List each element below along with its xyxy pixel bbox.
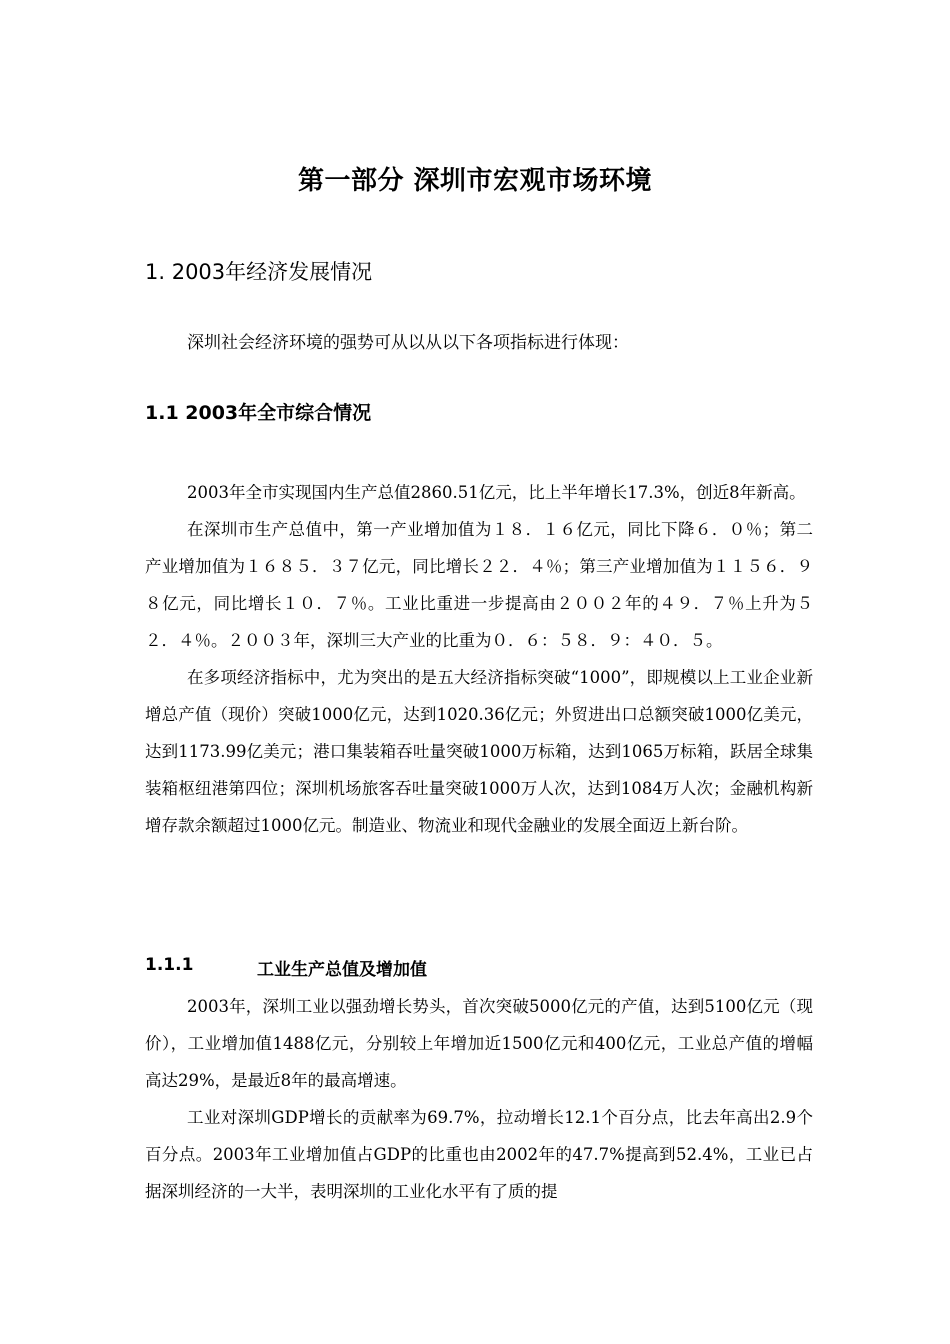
section-number: 1.1.1 (145, 955, 194, 975)
section-1-1-body (145, 474, 813, 844)
section-1-1-1-body (145, 988, 813, 1210)
paragraph-indicators: 在多项经济指标中，尤为突出的是五大经济指标突破“1000”，即规模以上工业企业新增总产值（现价）突破1000亿元，达到1020.36亿元；外贸进出口总额突破1000亿美元，达到1173.99亿美元；港口集装箱吞吐量突破1000万标箱，达到1065万标箱，跃居全球集装箱枢纽港第四位；深圳机场旅客吞吐量突破1000万人次，达到1084万人次；金融机构新增存款余额超过1000亿元。制造业、物流业和现代金融业的发展全面迈上新台阶。 (145, 668, 813, 835)
section-heading-1-1: 1.1 2003年全市综合情况 (145, 402, 372, 424)
paragraph-industries: 在深圳市生产总值中，第一产业增加值为１８．１６亿元，同比下降６．０％；第二产业增加值为１６８５．３７亿元，同比增长２２．４％；第三产业增加值为１１５６．９８亿元，同比增长１０．７％。工业比重进一步提高由２００２年的４９．７％上升为５２．４％。２００３年，深圳三大产业的比重为０．６：５８．９：４０．５。 (145, 520, 813, 650)
section-heading-1-1-1 (145, 955, 427, 980)
document-title: 第一部分 深圳市宏观市场环境 (297, 166, 653, 196)
paragraph-gdp: 2003年全市实现国内生产总值2860.51亿元，比上半年增长17.3%，创近8年新高。 (187, 483, 806, 502)
paragraph-industrial-output: 2003年，深圳工业以强劲增长势头，首次突破5000亿元的产值，达到5100亿元（现价），工业增加值1488亿元，分别较上年增加近1500亿元和400亿元，工业总产值的增幅高达29%，是最近8年的最高增速。 (145, 997, 813, 1090)
section-title: 工业生产总值及增加值 (257, 960, 427, 980)
section-heading-1: 1. 2003年经济发展情况 (145, 260, 373, 284)
intro-paragraph: 深圳社会经济环境的强势可从以从以下各项指标进行体现： (187, 333, 629, 353)
paragraph-gdp-contribution: 工业对深圳GDP增长的贡献率为69.7%，拉动增长12.1个百分点，比去年高出2.9个百分点。2003年工业增加值占GDP的比重也由2002年的47.7%提高到52.4%，工业已占据深圳经济的一大半，表明深圳的工业化水平有了质的提 (145, 1108, 813, 1201)
